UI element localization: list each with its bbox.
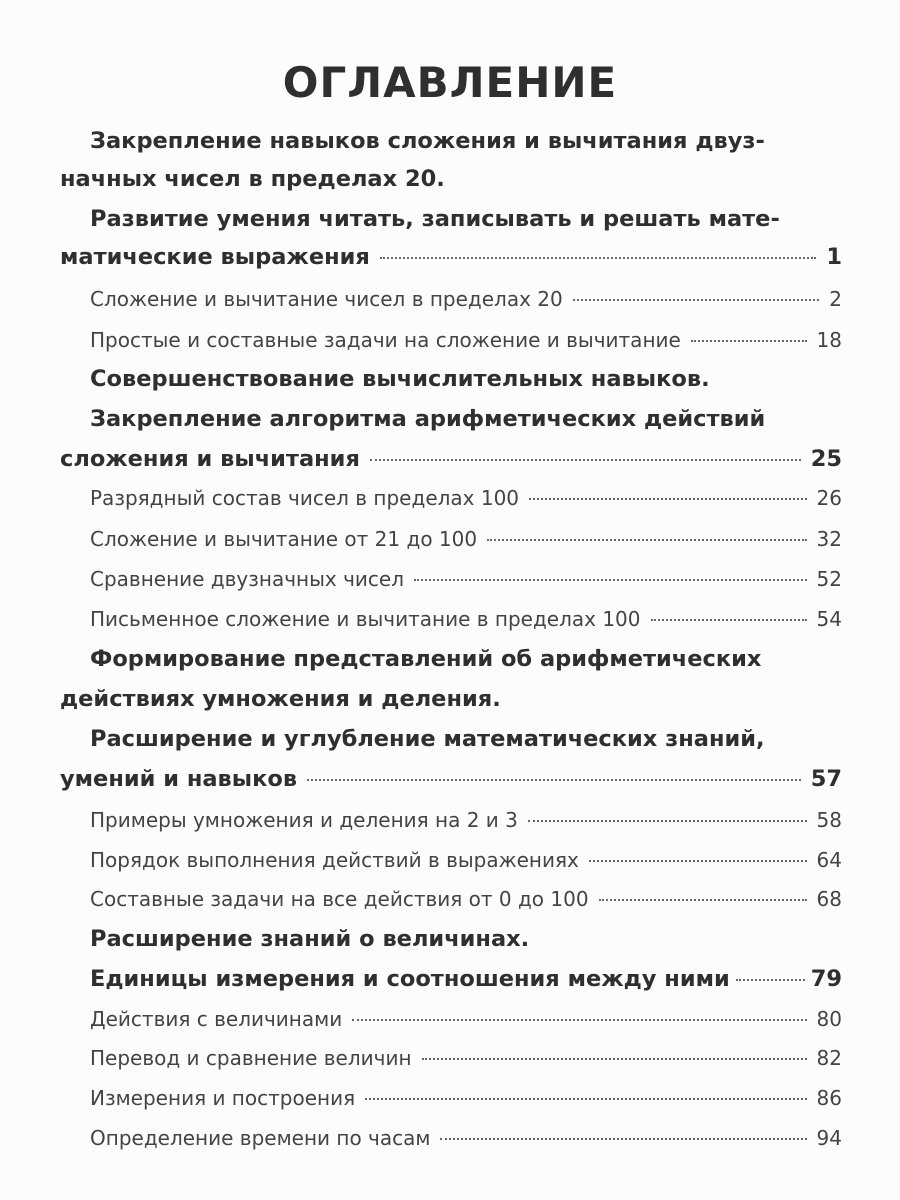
page-number: 32	[816, 527, 842, 551]
page-number: 1	[826, 244, 842, 270]
toc-entry-text: Развитие умения читать, записывать и решать мате-	[90, 206, 780, 232]
dot-leader	[529, 498, 807, 500]
toc-entry-text: Действия с величинами	[90, 1007, 343, 1031]
page-title: ОГЛАВЛЕНИЕ	[282, 58, 618, 107]
toc-entry-text: Примеры умножения и деления на 2 и 3	[90, 808, 518, 832]
toc-entry-text: Определение времени по часам	[90, 1126, 431, 1150]
dot-leader	[573, 299, 820, 301]
dot-leader	[414, 579, 807, 581]
toc-entry-text: Формирование представлений об арифметических	[90, 646, 762, 672]
toc-entry-text: Закрепление алгоритма арифметических действий	[90, 406, 766, 432]
toc-entry-text: Единицы измерения и соотношения между ними	[90, 966, 730, 992]
page-number: 68	[816, 887, 842, 911]
toc-entry-text: Сложение и вычитание чисел в пределах 20	[90, 287, 563, 311]
toc-entry-text: действиях умножения и деления.	[60, 686, 501, 712]
toc-entry[interactable]	[90, 1046, 842, 1070]
toc-entry-text: Разрядный состав чисел в пределах 100	[90, 486, 520, 510]
toc-entry[interactable]	[90, 1007, 842, 1031]
toc-section-heading	[90, 726, 842, 752]
toc-entry[interactable]	[90, 607, 842, 631]
toc-entry-text: умений и навыков	[60, 766, 298, 792]
toc-section-heading	[90, 646, 842, 672]
page-number: 79	[810, 966, 842, 992]
toc-entry-text: Расширение знаний о величинах.	[90, 926, 530, 952]
toc-entry-text: матические выражения	[60, 244, 370, 270]
toc-section-heading	[90, 366, 842, 392]
toc-entry-text: Простые и составные задачи на сложение и вычитание	[90, 328, 681, 352]
dot-leader	[307, 779, 801, 781]
toc-entry-text: Составные задачи на все действия от 0 до 100	[90, 887, 589, 911]
toc-entry-text: начных чисел в пределах 20.	[60, 166, 445, 192]
page-number: 86	[816, 1086, 842, 1110]
toc-entry-text: Перевод и сравнение величин	[90, 1046, 412, 1070]
page-number: 52	[816, 567, 842, 591]
dot-leader	[736, 979, 805, 981]
toc-entry-text: Порядок выполнения действий в выражениях	[90, 848, 579, 872]
dot-leader	[599, 899, 807, 901]
toc-section-heading	[90, 206, 842, 232]
toc-entry-text: Сравнение двузначных чисел	[90, 567, 405, 591]
toc-section-heading	[60, 686, 842, 712]
dot-leader	[487, 539, 806, 541]
toc-entry[interactable]	[90, 848, 842, 872]
page-number: 26	[816, 486, 842, 510]
page-number: 82	[816, 1046, 842, 1070]
toc-entry[interactable]	[90, 567, 842, 591]
toc-entry-text: сложения и вычитания	[60, 446, 360, 472]
toc-entry[interactable]	[90, 1126, 842, 1150]
page-number: 2	[829, 287, 842, 311]
dot-leader	[691, 340, 807, 342]
toc-entry[interactable]	[60, 244, 842, 270]
page-number: 64	[816, 848, 842, 872]
toc-entry[interactable]	[60, 446, 842, 472]
page-number: 94	[816, 1126, 842, 1150]
page-number: 57	[810, 766, 842, 792]
toc-entry[interactable]	[90, 486, 842, 510]
page-number: 54	[816, 607, 842, 631]
page-number: 18	[816, 328, 842, 352]
toc-section-heading	[90, 406, 842, 432]
toc-entry[interactable]	[90, 1086, 842, 1110]
toc-entry-text: Закрепление навыков сложения и вычитания двуз-	[90, 128, 765, 154]
dot-leader	[370, 459, 801, 461]
toc-entry-text: Измерения и построения	[90, 1086, 356, 1110]
dot-leader	[365, 1098, 806, 1100]
dot-leader	[422, 1058, 807, 1060]
dot-leader	[651, 619, 807, 621]
toc-entry[interactable]	[90, 887, 842, 911]
toc-entry-text: Сложение и вычитание от 21 до 100	[90, 527, 478, 551]
toc-entry[interactable]	[90, 328, 842, 352]
toc-entry-text: Совершенствование вычислительных навыков.	[90, 366, 710, 392]
dot-leader	[589, 860, 807, 862]
dot-leader	[380, 257, 817, 259]
toc-section-heading	[90, 926, 842, 952]
toc-section-heading	[90, 128, 842, 154]
toc-section-heading	[60, 166, 842, 192]
toc-entry-text: Расширение и углубление математических знаний,	[90, 726, 765, 752]
toc-entry[interactable]	[90, 966, 842, 992]
page-number: 80	[816, 1007, 842, 1031]
toc-entry[interactable]	[90, 287, 842, 311]
toc-entry[interactable]	[90, 808, 842, 832]
dot-leader	[440, 1138, 806, 1140]
toc-entry[interactable]	[60, 766, 842, 792]
page-number: 25	[810, 446, 842, 472]
dot-leader	[528, 820, 807, 822]
page-number: 58	[816, 808, 842, 832]
toc-entry-text: Письменное сложение и вычитание в пределах 100	[90, 607, 641, 631]
dot-leader	[352, 1019, 806, 1021]
toc-entry[interactable]	[90, 527, 842, 551]
